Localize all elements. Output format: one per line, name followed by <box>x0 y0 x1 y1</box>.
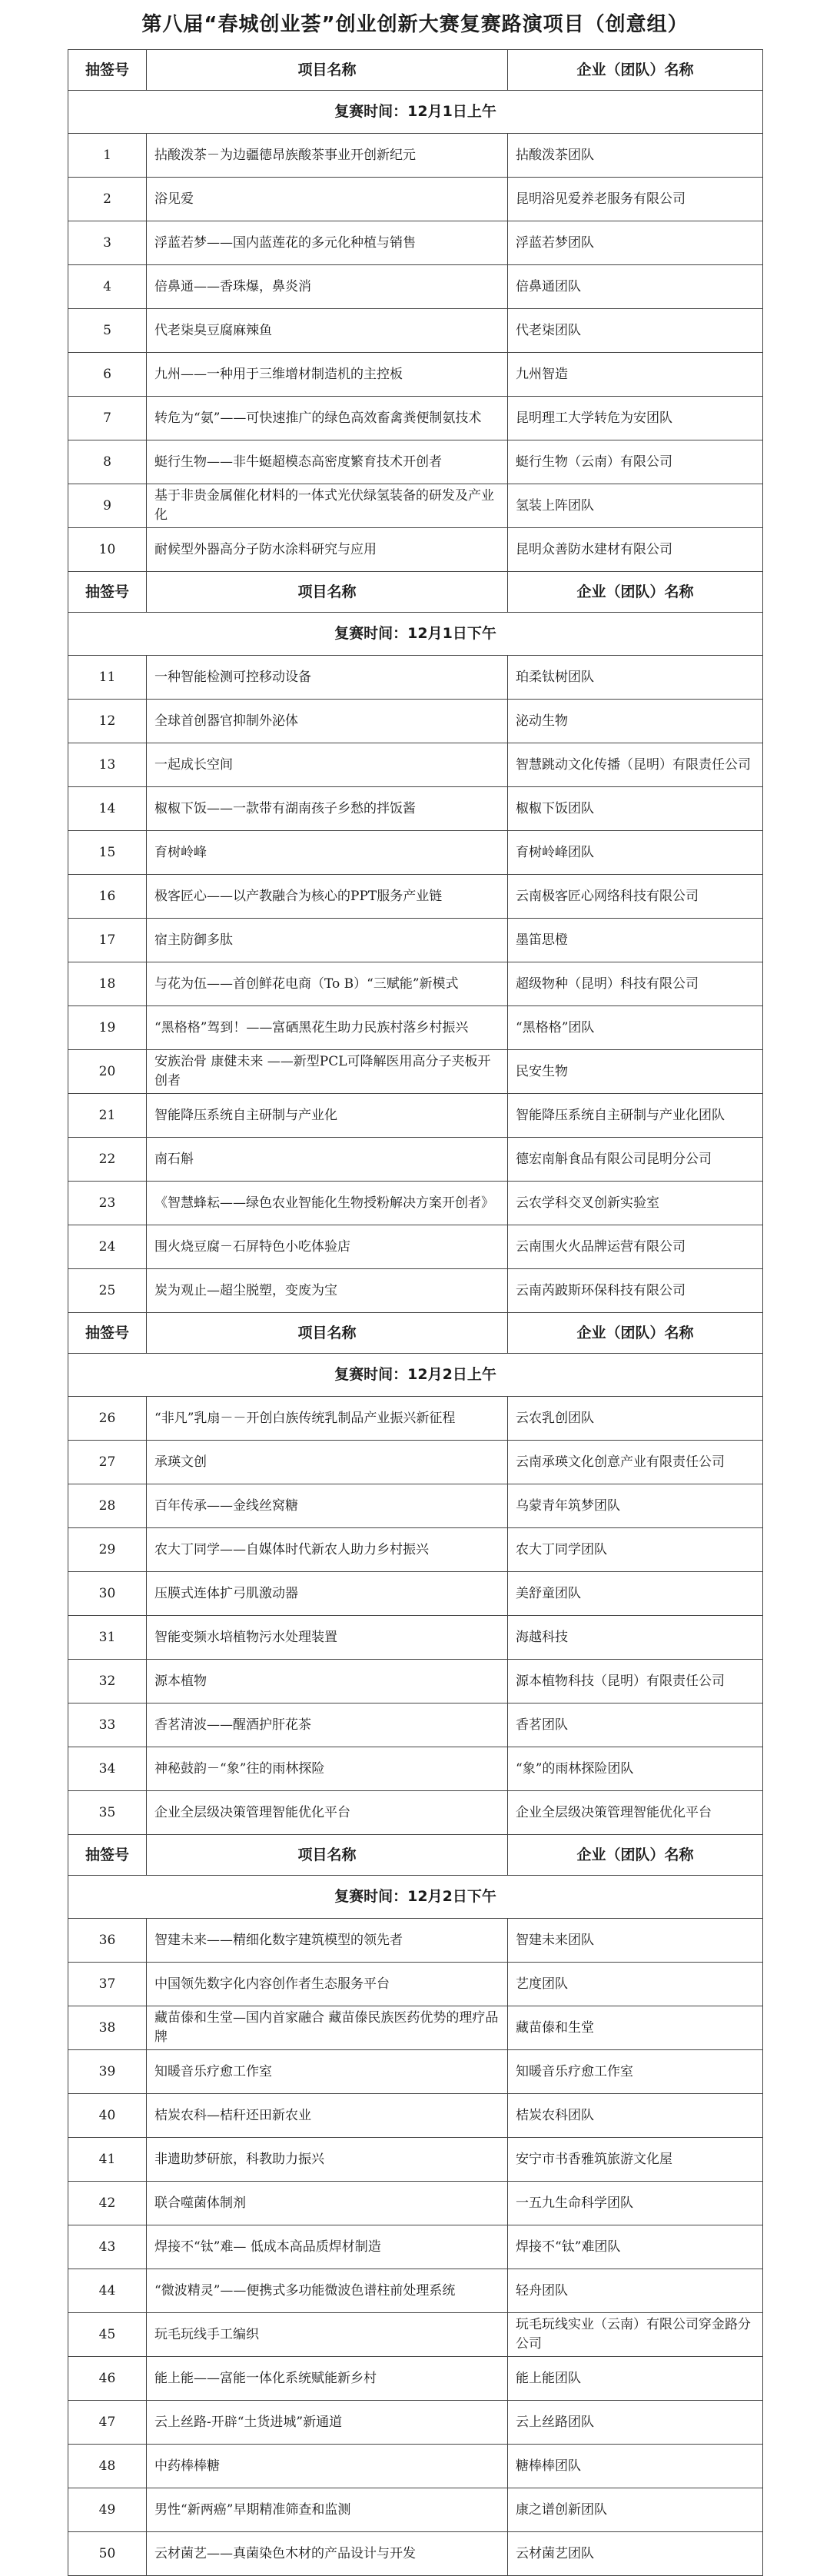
company-name: 云材菌艺团队 <box>508 2532 763 2576</box>
project-name: 一种智能检测可控移动设备 <box>147 656 508 700</box>
draw-number: 33 <box>68 1703 147 1747</box>
draw-number: 35 <box>68 1791 147 1835</box>
draw-number: 16 <box>68 875 147 919</box>
company-name: 昆明众善防水建材有限公司 <box>508 528 763 572</box>
session-time-row <box>68 91 763 134</box>
project-name: 与花为伍——首创鲜花电商（To B）“三赋能”新模式 <box>147 962 508 1006</box>
company-name: 香茗团队 <box>508 1703 763 1747</box>
draw-number: 34 <box>68 1747 147 1791</box>
header-company-name: 企业（团队）名称 <box>508 1313 763 1354</box>
draw-number: 17 <box>68 919 147 962</box>
table-row <box>68 1484 763 1528</box>
table-row <box>68 1703 763 1747</box>
draw-number: 19 <box>68 1006 147 1050</box>
company-name: 智能降压系统自主研制与产业化团队 <box>508 1094 763 1138</box>
table-row <box>68 265 763 309</box>
project-name: 围火烧豆腐－石屏特色小吃体验店 <box>147 1225 508 1269</box>
project-name: 焊接不“钛”难— 低成本高品质焊材制造 <box>147 2225 508 2269</box>
draw-number: 15 <box>68 831 147 875</box>
project-name: 玩毛玩线手工编织 <box>147 2313 508 2357</box>
project-name: 浴见爱 <box>147 178 508 221</box>
table-row <box>68 1225 763 1269</box>
draw-number: 14 <box>68 787 147 831</box>
draw-number: 40 <box>68 2094 147 2138</box>
company-name: 云南极客匠心网络科技有限公司 <box>508 875 763 919</box>
table-row <box>68 1660 763 1703</box>
table-row <box>68 1182 763 1225</box>
header-project-name: 项目名称 <box>147 572 508 613</box>
header-draw-number: 抽签号 <box>68 572 147 613</box>
table-row <box>68 787 763 831</box>
draw-number: 26 <box>68 1397 147 1441</box>
draw-number: 11 <box>68 656 147 700</box>
project-name: 百年传承——金线丝窝糖 <box>147 1484 508 1528</box>
company-name: 艺度团队 <box>508 1963 763 2006</box>
session-time: 复赛时间：12月1日上午 <box>68 91 763 134</box>
draw-number: 8 <box>68 440 147 484</box>
company-name: 德宏南斛食品有限公司昆明分公司 <box>508 1138 763 1182</box>
company-name: 云南承瑛文化创意产业有限责任公司 <box>508 1441 763 1484</box>
table-row <box>68 2138 763 2182</box>
table-row <box>68 1094 763 1138</box>
company-name: 蜓行生物（云南）有限公司 <box>508 440 763 484</box>
session-time: 复赛时间：12月2日下午 <box>68 1876 763 1919</box>
draw-number: 30 <box>68 1572 147 1616</box>
company-name: 一五九生命科学团队 <box>508 2182 763 2225</box>
company-name: 美舒童团队 <box>508 1572 763 1616</box>
company-name: 椒椒下饭团队 <box>508 787 763 831</box>
project-name: 安族治骨 康健未来 ——新型PCL可降解医用高分子夹板开创者 <box>147 1050 508 1094</box>
project-name: “黑格格”驾到！——富硒黑花生助力民族村落乡村振兴 <box>147 1006 508 1050</box>
project-name: 九州——一种用于三维增材制造机的主控板 <box>147 353 508 397</box>
table-row <box>68 528 763 572</box>
table-row <box>68 831 763 875</box>
header-project-name: 项目名称 <box>147 1835 508 1876</box>
company-name: 云农学科交叉创新实验室 <box>508 1182 763 1225</box>
draw-number: 41 <box>68 2138 147 2182</box>
project-name: 源本植物 <box>147 1660 508 1703</box>
table-row <box>68 353 763 397</box>
table-row <box>68 2313 763 2357</box>
table-row <box>68 2532 763 2576</box>
project-name: 椒椒下饭——一款带有湖南孩子乡愁的拌饭酱 <box>147 787 508 831</box>
project-name: 拈酸泼茶－为边疆德昂族酸茶事业开创新纪元 <box>147 134 508 178</box>
project-name: 转危为“氨”——可快速推广的绿色高效畜禽粪便制氨技术 <box>147 397 508 440</box>
project-name: 倍鼻通——香珠爆，鼻炎消 <box>147 265 508 309</box>
table-row <box>68 309 763 353</box>
company-name: 轻舟团队 <box>508 2269 763 2313</box>
company-name: 倍鼻通团队 <box>508 265 763 309</box>
table-row <box>68 1269 763 1313</box>
table-row <box>68 1138 763 1182</box>
header-company-name: 企业（团队）名称 <box>508 1835 763 1876</box>
company-name: 氢装上阵团队 <box>508 484 763 528</box>
draw-number: 45 <box>68 2313 147 2357</box>
company-name: 源本植物科技（昆明）有限责任公司 <box>508 1660 763 1703</box>
company-name: 珀柔钛树团队 <box>508 656 763 700</box>
draw-number: 6 <box>68 353 147 397</box>
company-name: 康之谱创新团队 <box>508 2488 763 2532</box>
draw-number: 36 <box>68 1919 147 1963</box>
session-time-row <box>68 1354 763 1397</box>
draw-number: 1 <box>68 134 147 178</box>
header-project-name: 项目名称 <box>147 50 508 91</box>
draw-number: 46 <box>68 2357 147 2401</box>
project-name: 南石斛 <box>147 1138 508 1182</box>
company-name: 育树岭峰团队 <box>508 831 763 875</box>
project-name: 香茗清波——醒酒护肝花茶 <box>147 1703 508 1747</box>
project-name: 能上能——富能一体化系统赋能新乡村 <box>147 2357 508 2401</box>
company-name: 能上能团队 <box>508 2357 763 2401</box>
company-name: 昆明理工大学转危为安团队 <box>508 397 763 440</box>
table-row <box>68 134 763 178</box>
header-company-name: 企业（团队）名称 <box>508 572 763 613</box>
company-name: 海越科技 <box>508 1616 763 1660</box>
draw-number: 4 <box>68 265 147 309</box>
table-row <box>68 962 763 1006</box>
header-project-name: 项目名称 <box>147 1313 508 1354</box>
draw-number: 21 <box>68 1094 147 1138</box>
table-row <box>68 2225 763 2269</box>
project-name: 男性“新两癌”早期精准筛查和监测 <box>147 2488 508 2532</box>
company-name: 泌动生物 <box>508 700 763 743</box>
draw-number: 47 <box>68 2401 147 2445</box>
company-name: 云农乳创团队 <box>508 1397 763 1441</box>
project-name: 育树岭峰 <box>147 831 508 875</box>
company-name: 焊接不“钛”难团队 <box>508 2225 763 2269</box>
project-name: 联合噬菌体制剂 <box>147 2182 508 2225</box>
draw-number: 39 <box>68 2050 147 2094</box>
table-row <box>68 2269 763 2313</box>
company-name: 乌蒙青年筑梦团队 <box>508 1484 763 1528</box>
company-name: “黑格格”团队 <box>508 1006 763 1050</box>
company-name: 民安生物 <box>508 1050 763 1094</box>
company-name: 九州智造 <box>508 353 763 397</box>
company-name: 昆明浴见爱养老服务有限公司 <box>508 178 763 221</box>
table-row <box>68 1397 763 1441</box>
project-name: 中国领先数字化内容创作者生态服务平台 <box>147 1963 508 2006</box>
draw-number: 22 <box>68 1138 147 1182</box>
table-row <box>68 743 763 787</box>
project-name: 代老柒臭豆腐麻辣鱼 <box>147 309 508 353</box>
draw-number: 42 <box>68 2182 147 2225</box>
header-draw-number: 抽签号 <box>68 50 147 91</box>
session-time-row <box>68 1876 763 1919</box>
company-name: 超级物种（昆明）科技有限公司 <box>508 962 763 1006</box>
project-name: 农大丁同学——自媒体时代新农人助力乡村振兴 <box>147 1528 508 1572</box>
table-header-row <box>68 50 763 91</box>
company-name: 智慧跳动文化传播（昆明）有限责任公司 <box>508 743 763 787</box>
draw-number: 28 <box>68 1484 147 1528</box>
project-name: 中药棒棒糖 <box>147 2445 508 2488</box>
table-row <box>68 1572 763 1616</box>
company-name: 拈酸泼茶团队 <box>508 134 763 178</box>
draw-number: 27 <box>68 1441 147 1484</box>
company-name: 云上丝路团队 <box>508 2401 763 2445</box>
draw-number: 32 <box>68 1660 147 1703</box>
table-header-row <box>68 1313 763 1354</box>
table-row <box>68 1050 763 1094</box>
table-row <box>68 440 763 484</box>
table-row <box>68 1919 763 1963</box>
project-name: 藏苗傣和生堂—国内首家融合 藏苗傣民族医药优势的理疗品牌 <box>147 2006 508 2050</box>
table-row <box>68 221 763 265</box>
company-name: 知暖音乐疗愈工作室 <box>508 2050 763 2094</box>
draw-number: 44 <box>68 2269 147 2313</box>
session-time: 复赛时间：12月1日下午 <box>68 613 763 656</box>
company-name: 玩毛玩线实业（云南）有限公司穿金路分公司 <box>508 2313 763 2357</box>
draw-number: 12 <box>68 700 147 743</box>
project-name: 智能降压系统自主研制与产业化 <box>147 1094 508 1138</box>
header-company-name: 企业（团队）名称 <box>508 50 763 91</box>
project-name: “非凡”乳扇－－开创白族传统乳制品产业振兴新征程 <box>147 1397 508 1441</box>
project-name: 炭为观止—超尘脱塑，变废为宝 <box>147 1269 508 1313</box>
draw-number: 48 <box>68 2445 147 2488</box>
company-name: 云南芮跛斯环保科技有限公司 <box>508 1269 763 1313</box>
draw-number: 23 <box>68 1182 147 1225</box>
table-row <box>68 919 763 962</box>
draw-number: 18 <box>68 962 147 1006</box>
draw-number: 31 <box>68 1616 147 1660</box>
draw-number: 25 <box>68 1269 147 1313</box>
draw-number: 49 <box>68 2488 147 2532</box>
project-name: “微波精灵”——便携式多功能微波色谱柱前处理系统 <box>147 2269 508 2313</box>
project-name: 神秘鼓韵－“象”往的雨林探险 <box>147 1747 508 1791</box>
table-row <box>68 1747 763 1791</box>
company-name: 墨笛思橙 <box>508 919 763 962</box>
table-header-row <box>68 572 763 613</box>
company-name: 代老柒团队 <box>508 309 763 353</box>
session-time: 复赛时间：12月2日上午 <box>68 1354 763 1397</box>
document-title: 第八届“春城创业荟”创业创新大赛复赛路演项目（创意组） <box>141 13 689 36</box>
table-row <box>68 1528 763 1572</box>
table-header-row <box>68 1835 763 1876</box>
session-time-row <box>68 613 763 656</box>
draw-number: 20 <box>68 1050 147 1094</box>
project-name: 全球首创器官抑制外泌体 <box>147 700 508 743</box>
draw-number: 3 <box>68 221 147 265</box>
draw-number: 29 <box>68 1528 147 1572</box>
draw-number: 50 <box>68 2532 147 2576</box>
project-name: 知暖音乐疗愈工作室 <box>147 2050 508 2094</box>
draw-number: 7 <box>68 397 147 440</box>
header-draw-number: 抽签号 <box>68 1835 147 1876</box>
project-name: 非遗助梦研旅，科教助力振兴 <box>147 2138 508 2182</box>
draw-number: 10 <box>68 528 147 572</box>
table-row <box>68 2006 763 2050</box>
table-row <box>68 2182 763 2225</box>
table-row <box>68 2050 763 2094</box>
table-row <box>68 656 763 700</box>
table-row <box>68 2094 763 2138</box>
project-table <box>68 49 763 2576</box>
table-row <box>68 1441 763 1484</box>
project-name: 企业全层级决策管理智能优化平台 <box>147 1791 508 1835</box>
draw-number: 24 <box>68 1225 147 1269</box>
project-name: 智建未来——精细化数字建筑模型的领先者 <box>147 1919 508 1963</box>
table-row <box>68 1616 763 1660</box>
draw-number: 2 <box>68 178 147 221</box>
project-name: 承瑛文创 <box>147 1441 508 1484</box>
table-row <box>68 484 763 528</box>
project-name: 蜓行生物——非牛蜓超模态高密度繁育技术开创者 <box>147 440 508 484</box>
company-name: 藏苗傣和生堂 <box>508 2006 763 2050</box>
project-name: 云材菌艺——真菌染色木材的产品设计与开发 <box>147 2532 508 2576</box>
project-name: 浮蓝若梦——国内蓝莲花的多元化种植与销售 <box>147 221 508 265</box>
draw-number: 5 <box>68 309 147 353</box>
table-row <box>68 1006 763 1050</box>
company-name: 智建未来团队 <box>508 1919 763 1963</box>
table-row <box>68 2401 763 2445</box>
table-row <box>68 178 763 221</box>
company-name: “象”的雨林探险团队 <box>508 1747 763 1791</box>
table-row <box>68 875 763 919</box>
table-row <box>68 2488 763 2532</box>
draw-number: 37 <box>68 1963 147 2006</box>
project-name: 基于非贵金属催化材料的一体式光伏绿氢装备的研发及产业化 <box>147 484 508 528</box>
project-name: 智能变频水培植物污水处理装置 <box>147 1616 508 1660</box>
table-row <box>68 1791 763 1835</box>
table-row <box>68 397 763 440</box>
project-name: 宿主防御多肽 <box>147 919 508 962</box>
company-name: 农大丁同学团队 <box>508 1528 763 1572</box>
company-name: 安宁市书香雅筑旅游文化屋 <box>508 2138 763 2182</box>
company-name: 桔炭农科团队 <box>508 2094 763 2138</box>
project-name: 一起成长空间 <box>147 743 508 787</box>
table-row <box>68 2357 763 2401</box>
project-name: 压膜式连体扩弓肌激动器 <box>147 1572 508 1616</box>
table-row <box>68 1963 763 2006</box>
header-draw-number: 抽签号 <box>68 1313 147 1354</box>
project-name: 桔炭农科—桔秆还田新农业 <box>147 2094 508 2138</box>
company-name: 糖棒棒团队 <box>508 2445 763 2488</box>
project-name: 云上丝路-开辟“土货进城”新通道 <box>147 2401 508 2445</box>
table-row <box>68 2445 763 2488</box>
project-name: 耐候型外器高分子防水涂料研究与应用 <box>147 528 508 572</box>
draw-number: 43 <box>68 2225 147 2269</box>
project-name: 《智慧蜂耘——绿色农业智能化生物授粉解决方案开创者》 <box>147 1182 508 1225</box>
table-row <box>68 700 763 743</box>
company-name: 企业全层级决策管理智能优化平台 <box>508 1791 763 1835</box>
draw-number: 38 <box>68 2006 147 2050</box>
company-name: 云南围火火品牌运营有限公司 <box>508 1225 763 1269</box>
draw-number: 9 <box>68 484 147 528</box>
project-name: 极客匠心——以产教融合为核心的PPT服务产业链 <box>147 875 508 919</box>
company-name: 浮蓝若梦团队 <box>508 221 763 265</box>
draw-number: 13 <box>68 743 147 787</box>
